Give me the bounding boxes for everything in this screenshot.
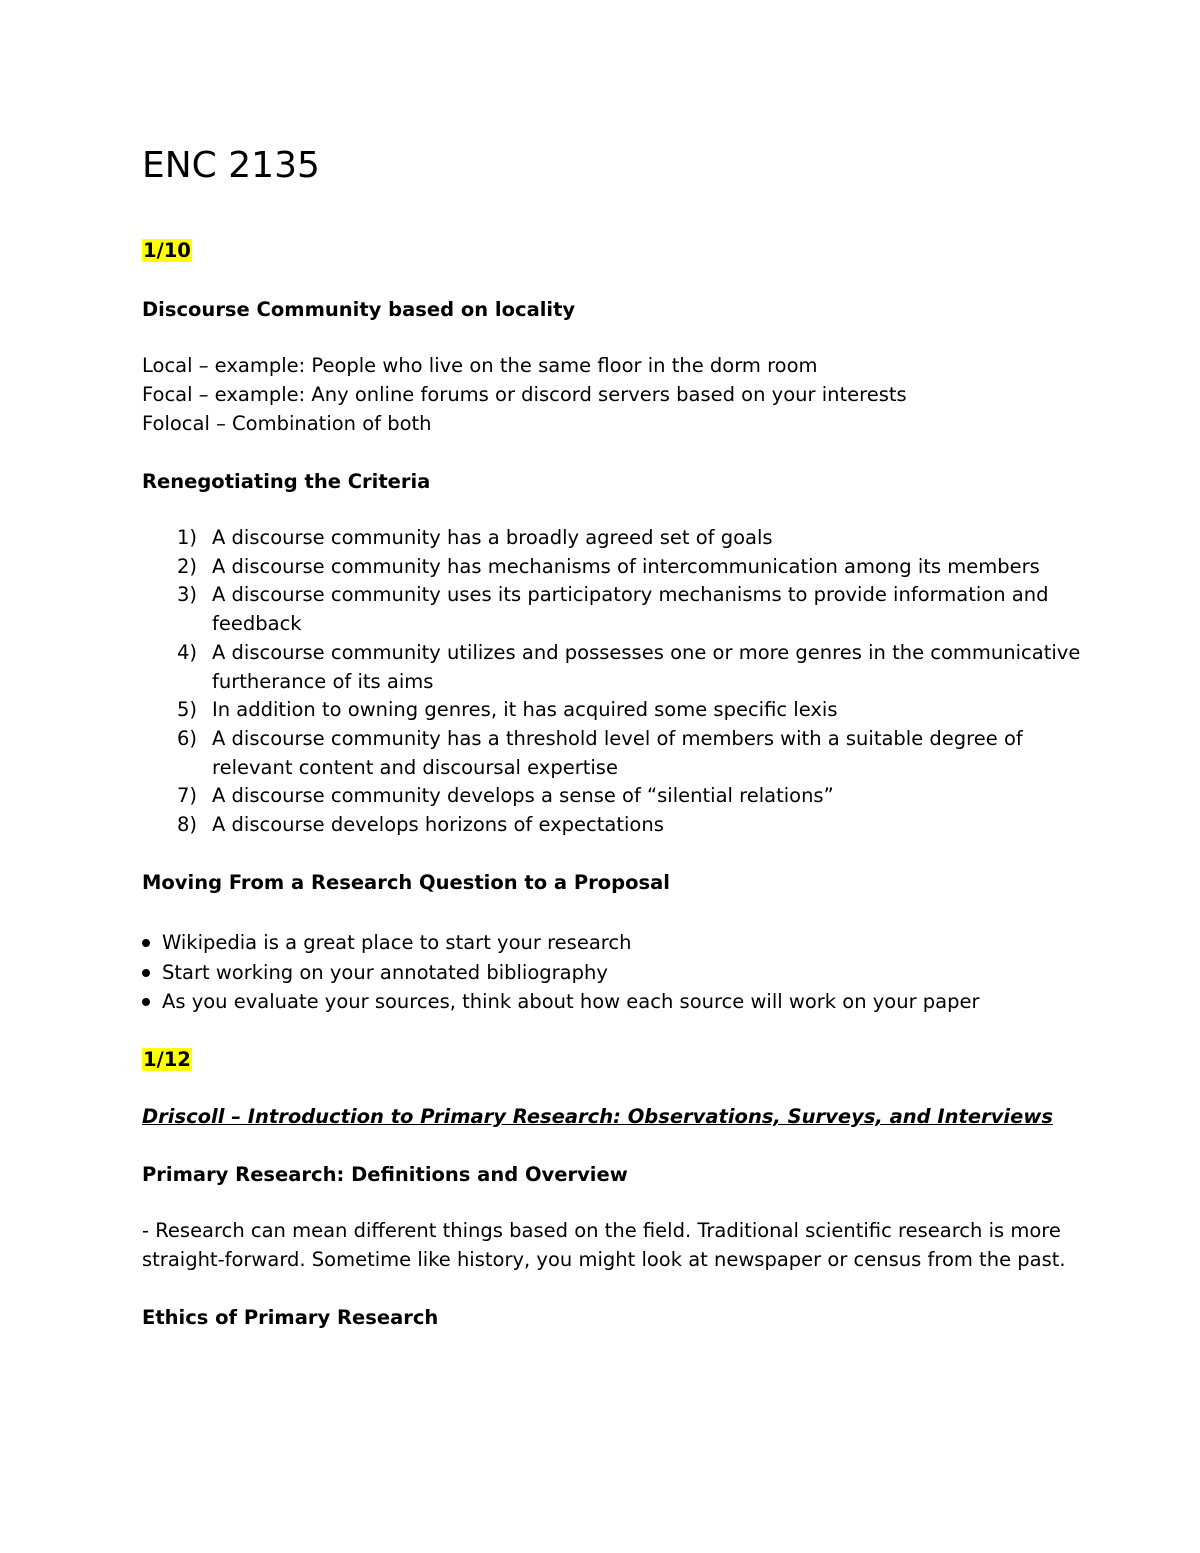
criteria-number: 8) xyxy=(177,813,198,837)
bullet-text: As you evaluate your sources, think about how each source will work on your paper xyxy=(162,990,980,1013)
criteria-text: A discourse community utilizes and possesses one or more genres in the communicative furtherance of its aims xyxy=(212,640,1081,693)
reading-title xyxy=(142,1103,1053,1132)
section-heading-primary-research: Primary Research: Definitions and Overview xyxy=(142,1163,628,1186)
criteria-number: 1) xyxy=(177,526,198,549)
section-heading-locality: Discourse Community based on locality xyxy=(142,298,576,321)
section-heading-proposal: Moving From a Research Question to a Proposal xyxy=(142,871,670,894)
criteria-text: A discourse community has a threshold level of members with a suitable degree of relevant content and discoursal expertise xyxy=(212,726,1023,779)
date-label-2 xyxy=(142,1046,192,1075)
locality-line-focal: Focal – example: Any online forums or discord servers based on your interests xyxy=(142,383,907,406)
criteria-item xyxy=(142,581,1102,638)
bullet-dot-icon xyxy=(142,939,150,947)
criteria-number: 7) xyxy=(177,784,198,808)
criteria-item xyxy=(142,553,1102,582)
criteria-number: 5) xyxy=(177,698,198,722)
criteria-item xyxy=(142,696,1102,725)
criteria-list xyxy=(142,524,1102,840)
bullet-dot-icon xyxy=(142,998,150,1006)
document-title: ENC 2135 xyxy=(142,145,320,186)
reading-title-text: Driscoll – Introduction to Primary Research: Observations, Surveys, and Interviews xyxy=(142,1105,1053,1128)
criteria-item xyxy=(142,811,1102,840)
criteria-number: 2) xyxy=(177,554,198,578)
primary-research-line-2: straight-forward. Sometime like history, you might look at newspaper or census from the past. xyxy=(142,1248,1066,1271)
criteria-item xyxy=(142,524,1102,553)
section-heading-ethics: Ethics of Primary Research xyxy=(142,1306,439,1329)
bullet-item xyxy=(142,958,980,988)
locality-line-folocal: Folocal – Combination of both xyxy=(142,412,432,435)
proposal-bullet-list xyxy=(142,928,980,1017)
criteria-text: A discourse community uses its participatory mechanisms to provide information and feedback xyxy=(212,583,1049,636)
criteria-item xyxy=(142,725,1102,782)
primary-research-line-1: - Research can mean different things based on the field. Traditional scientific research is more xyxy=(142,1219,1061,1242)
section-heading-criteria: Renegotiating the Criteria xyxy=(142,470,431,493)
bullet-text: Wikipedia is a great place to start your research xyxy=(162,931,632,954)
criteria-item xyxy=(142,782,1102,811)
date-highlight-1: 1/10 xyxy=(143,239,191,262)
bullet-text: Start working on your annotated bibliography xyxy=(162,960,608,984)
criteria-text: A discourse develops horizons of expectations xyxy=(212,813,664,837)
criteria-text: A discourse community has mechanisms of intercommunication among its members xyxy=(212,554,1040,578)
locality-line-local: Local – example: People who live on the same floor in the dorm room xyxy=(142,354,818,377)
bullet-item xyxy=(142,987,980,1017)
criteria-number: 4) xyxy=(177,640,198,664)
date-label-1 xyxy=(142,237,192,266)
bullet-item xyxy=(142,928,980,958)
criteria-number: 3) xyxy=(177,583,198,607)
criteria-number: 6) xyxy=(177,726,198,750)
criteria-item xyxy=(142,639,1102,696)
criteria-text: A discourse community develops a sense of “silential relations” xyxy=(212,784,834,808)
date-highlight-2: 1/12 xyxy=(143,1048,191,1071)
criteria-text: A discourse community has a broadly agreed set of goals xyxy=(212,526,773,549)
bullet-dot-icon xyxy=(142,969,150,977)
criteria-text: In addition to owning genres, it has acquired some specific lexis xyxy=(212,698,838,722)
